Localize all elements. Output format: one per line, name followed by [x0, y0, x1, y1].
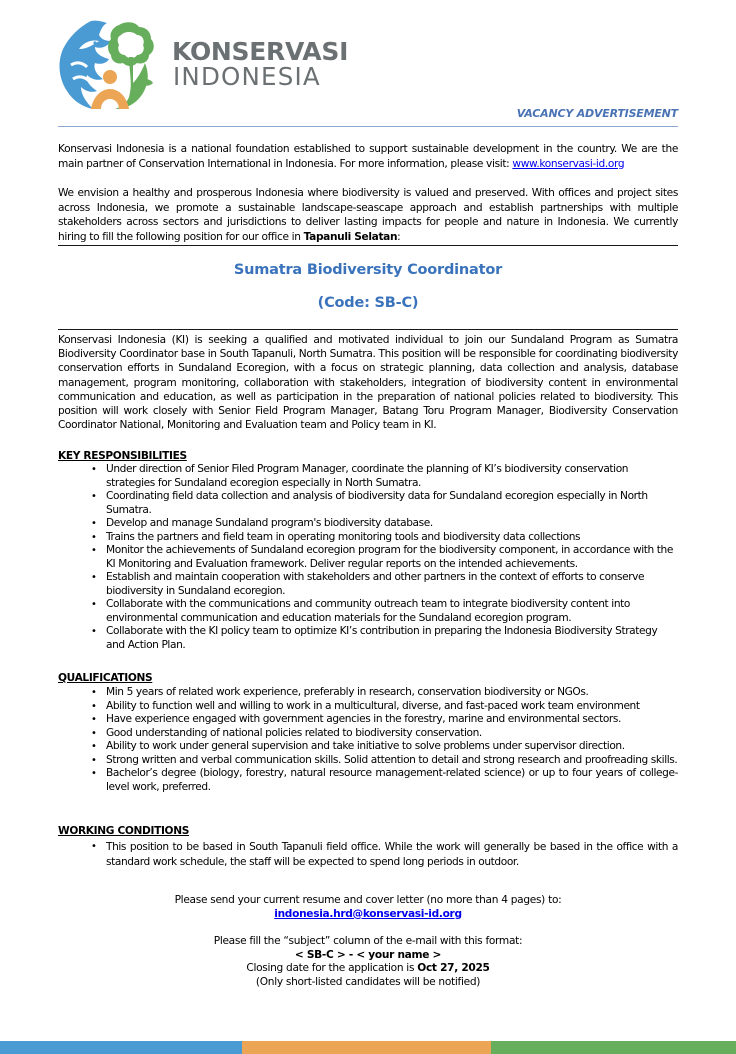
- bullet-icon: •: [91, 572, 97, 583]
- list-item: [58, 517, 678, 531]
- header-divider: [58, 126, 678, 127]
- item-text: Collaborate with the KI policy team to optimize KI’s contribution in preparing the Indonesia Biodiversity Strategy and Action Plan.: [106, 625, 658, 651]
- list-item: [58, 740, 678, 754]
- send-resume-text: Please send your current resume and cover letter (no more than 4 pages) to:: [174, 894, 562, 906]
- responsibilities-list: [58, 463, 678, 652]
- intro-text: Konservasi Indonesia is a national foundation established to support sustainable development in the country. We are the main partner of Conservation International in Indonesia. For more information, please visit:: [58, 143, 678, 170]
- konservasi-indonesia-logo-icon: [57, 19, 165, 112]
- list-item: [58, 754, 678, 768]
- item-text: Establish and maintain cooperation with stakeholders and other partners in the context of efforts to conserve biodiversity in Sundaland ecoregion.: [106, 571, 645, 597]
- footer-bar-blue: [0, 1041, 242, 1054]
- list-item: [58, 571, 678, 598]
- bullet-icon: •: [91, 841, 97, 852]
- item-text: Bachelor’s degree (biology, forestry, natural resource management-related science) or up to four years of college-level work, preferred.: [106, 767, 678, 793]
- bullet-icon: •: [91, 599, 97, 610]
- intro-paragraph-2: [58, 186, 678, 244]
- hr-email-link[interactable]: indonesia.hrd@konservasi-id.org: [274, 907, 462, 920]
- item-text: Trains the partners and field team in operating monitoring tools and biodiversity data collections: [106, 530, 581, 543]
- bullet-icon: •: [91, 754, 97, 766]
- bullet-icon: •: [91, 626, 97, 637]
- item-text: Develop and manage Sundaland program's biodiversity database.: [106, 517, 433, 529]
- qualifications-heading: QUALIFICATIONS: [58, 672, 153, 684]
- working-conditions-heading: WORKING CONDITIONS: [58, 825, 189, 837]
- punctuation: :: [397, 230, 401, 243]
- bullet-icon: •: [91, 741, 97, 752]
- item-text: Ability to function well and willing to work in a multicultural, diverse, and fast-paced work team environment: [106, 699, 640, 712]
- bullet-icon: •: [91, 700, 97, 712]
- office-location: Tapanuli Selatan: [303, 230, 398, 243]
- list-item: [58, 686, 678, 700]
- list-item: [58, 463, 678, 490]
- list-item: [58, 490, 678, 517]
- working-conditions-list: [58, 840, 678, 869]
- bullet-icon: •: [91, 531, 97, 543]
- website-link[interactable]: www.konservasi-id.org: [512, 157, 625, 170]
- bullet-icon: •: [91, 687, 97, 698]
- bullet-icon: •: [91, 518, 97, 529]
- list-item: [58, 727, 678, 741]
- section-divider-bottom: [58, 329, 678, 330]
- intro-paragraph-1: [58, 142, 678, 171]
- list-item: [58, 531, 678, 545]
- closing-label: Closing date for the application is: [246, 962, 418, 974]
- footer-color-bar: [0, 1041, 736, 1054]
- brand-name-line1: KONSERVASI: [172, 37, 349, 66]
- list-item: [58, 700, 678, 714]
- list-item: [58, 598, 678, 625]
- bullet-icon: •: [91, 727, 97, 739]
- item-text: Collaborate with the communications and community outreach team to integrate biodiversity content into environmental communication and education materials for the Sundaland ecoregion program.: [106, 598, 630, 624]
- shortlist-note: (Only short-listed candidates will be notified): [255, 975, 481, 988]
- item-text: Have experience engaged with government agencies in the forestry, marine and environmental sectors.: [106, 713, 621, 725]
- closing-date: Oct 27, 2025: [417, 962, 490, 974]
- list-item: [58, 544, 678, 571]
- subject-format: < SB-C > - < your name >: [294, 948, 442, 961]
- list-item: [58, 767, 678, 794]
- closing-date-line: [0, 962, 736, 976]
- document-type-label: VACANCY ADVERTISEMENT: [516, 107, 678, 120]
- bullet-icon: •: [91, 714, 97, 725]
- position-title: Sumatra Biodiversity Coordinator: [233, 262, 503, 278]
- position-code: (Code: SB-C): [317, 295, 419, 311]
- footer-bar-green: [491, 1041, 736, 1054]
- brand-name-line2: INDONESIA: [173, 62, 321, 91]
- item-text: Under direction of Senior Filed Program Manager, coordinate the planning of KI’s biodiversity conservation strategies for Sundaland ecoregion especially in North Sumatra.: [106, 463, 629, 489]
- bullet-icon: •: [91, 768, 97, 779]
- subject-instructions: Please fill the “subject” column of the e-mail with this format:: [213, 935, 523, 947]
- item-text: Monitor the achievements of Sundaland ecoregion program for the biodiversity component, in accordance with the KI Monitoring and Evaluation framework. Deliver regular reports on the intended achievements.: [106, 544, 673, 570]
- intro-text-2: We envision a healthy and prosperous Indonesia where biodiversity is valued and preserved. With offices and project sites across Indonesia, we promote a sustainable landscape-seascape approach and establish partnerships with multiple stakeholders across sectors and jurisdictions to deliver lasting impacts for people and nature in Indonesia. We currently hiring to fill the following position for our office in: [58, 187, 678, 243]
- item-text: This position to be based in South Tapanuli field office. While the work will generally be based in the office with a standard work schedule, the staff will be expected to spend long periods in outdoor.: [106, 841, 678, 868]
- bullet-icon: •: [91, 491, 97, 502]
- item-text: Strong written and verbal communication skills. Solid attention to detail and strong research and proofreading skills.: [106, 753, 678, 766]
- list-item: [58, 713, 678, 727]
- position-description: Konservasi Indonesia (KI) is seeking a qualified and motivated individual to join our Sundaland Program as Sumatra Biodiversity Coordinator base in South Tapanuli, North Sumatra. This position will be responsible for coordinating biodiversity conservation efforts in Sundaland Ecoregion, with a focus on strategic planning, data collection and analysis, database management, program monitoring, collaboration with stakeholders, integration of biodiversity content in environmental communication and education, as well as participation in the preparation of national policies related to biodiversity. This position will work closely with Senior Field Program Manager, Batang Toru Program Manager, Biodiversity Conservation Coordinator National, Monitoring and Evaluation team and Policy team in KI.: [58, 334, 678, 432]
- item-text: Ability to work under general supervision and take initiative to solve problems under supervisor direction.: [106, 740, 625, 752]
- spacer: [0, 921, 736, 935]
- application-instructions: [0, 894, 736, 989]
- footer-bar-orange: [242, 1041, 491, 1054]
- list-item: [58, 840, 678, 869]
- bullet-icon: •: [91, 464, 97, 475]
- list-item: [58, 625, 678, 652]
- item-text: Min 5 years of related work experience, preferably in research, conservation biodiversity or NGOs.: [106, 686, 589, 698]
- section-divider-top: [58, 245, 678, 246]
- responsibilities-heading: KEY RESPONSIBILITIES: [58, 450, 187, 462]
- bullet-icon: •: [91, 545, 97, 556]
- item-text: Coordinating field data collection and analysis of biodiversity data for Sundaland ecoregion especially in North Sumatra.: [106, 490, 648, 516]
- qualifications-list: [58, 686, 678, 794]
- item-text: Good understanding of national policies related to biodiversity conservation.: [106, 726, 482, 739]
